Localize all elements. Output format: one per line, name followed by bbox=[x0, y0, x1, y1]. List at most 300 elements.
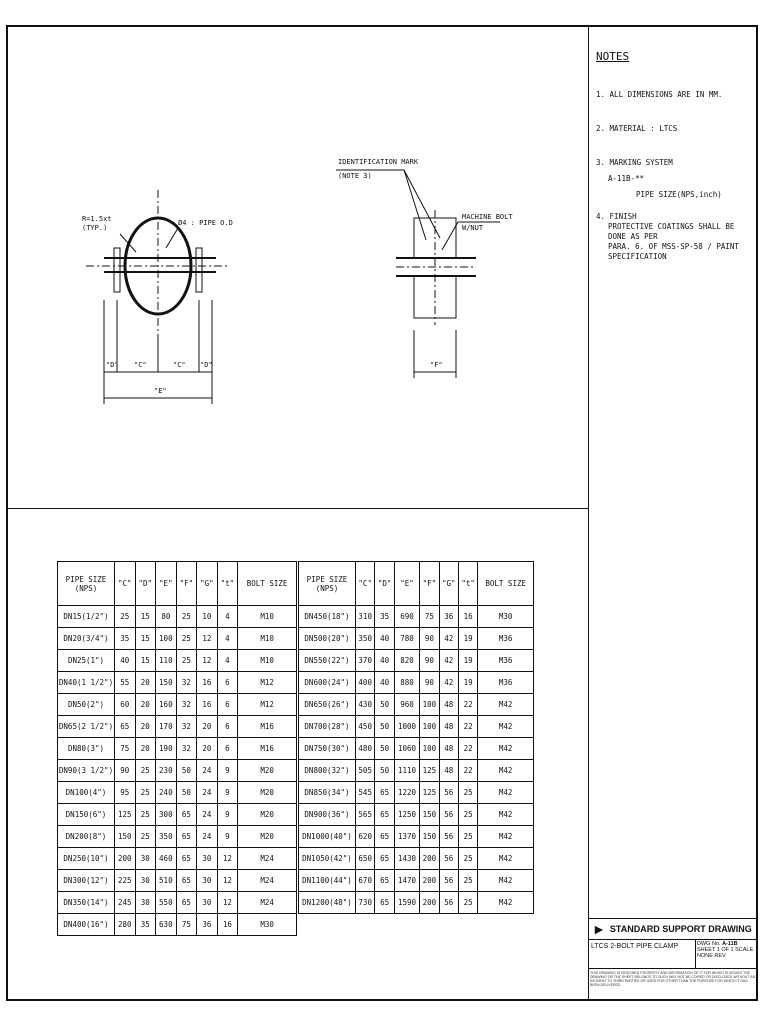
table-cell: 10 bbox=[197, 606, 218, 628]
table-cell: M42 bbox=[478, 804, 534, 826]
table-cell: 65 bbox=[115, 716, 136, 738]
table-cell: 400 bbox=[356, 672, 375, 694]
table-cell: 6 bbox=[217, 694, 238, 716]
table-cell: 90 bbox=[420, 650, 439, 672]
table-row bbox=[58, 914, 297, 936]
table-cell: M36 bbox=[478, 650, 534, 672]
table-cell: 1250 bbox=[394, 804, 419, 826]
dim-e: "E" bbox=[154, 387, 167, 395]
title-block-title: STANDARD SUPPORT DRAWING bbox=[609, 924, 752, 934]
table-cell: 25 bbox=[135, 804, 156, 826]
table-cell: 60 bbox=[115, 694, 136, 716]
table-cell: M42 bbox=[478, 848, 534, 870]
table-cell: 25 bbox=[135, 826, 156, 848]
table-cell: 90 bbox=[115, 760, 136, 782]
table-cell: 25 bbox=[135, 760, 156, 782]
table-cell: DN40(1 1/2") bbox=[58, 672, 115, 694]
title-block bbox=[588, 918, 758, 1002]
table-cell: DN600(24") bbox=[299, 672, 356, 694]
table-cell: 35 bbox=[115, 628, 136, 650]
clamp-drawing bbox=[0, 0, 768, 510]
table-cell: 25 bbox=[458, 826, 477, 848]
table-row bbox=[58, 694, 297, 716]
table-cell: 35 bbox=[135, 914, 156, 936]
table-row bbox=[299, 804, 534, 826]
table-cell: 48 bbox=[439, 760, 458, 782]
table-cell: 90 bbox=[420, 628, 439, 650]
table-cell: 20 bbox=[135, 672, 156, 694]
left-header: PIPE SIZE (NPS) bbox=[58, 562, 115, 606]
table-cell: 55 bbox=[115, 672, 136, 694]
table-cell: M20 bbox=[238, 826, 297, 848]
table-cell: 16 bbox=[458, 606, 477, 628]
table-cell: DN400(16") bbox=[58, 914, 115, 936]
table-cell: 65 bbox=[176, 848, 197, 870]
table-cell: M10 bbox=[238, 650, 297, 672]
table-cell: 430 bbox=[356, 694, 375, 716]
note3-ref: (NOTE 3) bbox=[338, 172, 372, 180]
table-cell: 160 bbox=[156, 694, 177, 716]
table-cell: M42 bbox=[478, 892, 534, 914]
table-row bbox=[299, 760, 534, 782]
table-cell: 19 bbox=[458, 672, 477, 694]
table-cell: 25 bbox=[176, 606, 197, 628]
table-cell: 50 bbox=[375, 738, 394, 760]
table-cell: DN450(18") bbox=[299, 606, 356, 628]
table-cell: DN700(28") bbox=[299, 716, 356, 738]
table-row bbox=[58, 738, 297, 760]
table-cell: 42 bbox=[439, 628, 458, 650]
table-cell: M36 bbox=[478, 628, 534, 650]
table-cell: 630 bbox=[156, 914, 177, 936]
table-cell: 1220 bbox=[394, 782, 419, 804]
table-cell: 25 bbox=[458, 782, 477, 804]
table-cell: 565 bbox=[356, 804, 375, 826]
table-cell: 960 bbox=[394, 694, 419, 716]
dim-d-right: "D" bbox=[200, 361, 213, 369]
table-cell: DN300(12") bbox=[58, 870, 115, 892]
right-header: "t" bbox=[458, 562, 477, 606]
table-cell: 200 bbox=[420, 848, 439, 870]
table-cell: 650 bbox=[356, 848, 375, 870]
table-cell: 30 bbox=[197, 848, 218, 870]
table-cell: M42 bbox=[478, 782, 534, 804]
table-cell: 510 bbox=[156, 870, 177, 892]
table-cell: 12 bbox=[197, 650, 218, 672]
table-row bbox=[299, 628, 534, 650]
table-cell: DN550(22") bbox=[299, 650, 356, 672]
table-cell: DN500(20") bbox=[299, 628, 356, 650]
table-cell: 30 bbox=[135, 870, 156, 892]
table-cell: 9 bbox=[217, 782, 238, 804]
table-row bbox=[299, 672, 534, 694]
table-cell: 32 bbox=[176, 738, 197, 760]
right-header: BOLT SIZE bbox=[478, 562, 534, 606]
dim-f: "F" bbox=[430, 361, 443, 369]
left-header: "E" bbox=[156, 562, 177, 606]
table-cell: DN750(30") bbox=[299, 738, 356, 760]
table-cell: 1110 bbox=[394, 760, 419, 782]
table-cell: 670 bbox=[356, 870, 375, 892]
table-cell: 50 bbox=[375, 760, 394, 782]
table-cell: 15 bbox=[135, 650, 156, 672]
table-cell: 780 bbox=[394, 628, 419, 650]
table-cell: 25 bbox=[458, 804, 477, 826]
table-cell: 30 bbox=[135, 848, 156, 870]
table-cell: M10 bbox=[238, 628, 297, 650]
table-cell: 230 bbox=[156, 760, 177, 782]
table-row bbox=[299, 716, 534, 738]
table-cell: 65 bbox=[176, 870, 197, 892]
table-cell: 36 bbox=[197, 914, 218, 936]
table-cell: 1060 bbox=[394, 738, 419, 760]
table-cell: DN1100(44") bbox=[299, 870, 356, 892]
table-cell: 20 bbox=[135, 738, 156, 760]
note-4-text2: PARA. 6. OF MSS-SP-58 / PAINT SPECIFICATION bbox=[608, 242, 739, 261]
table-cell: 90 bbox=[420, 672, 439, 694]
table-cell: 25 bbox=[176, 628, 197, 650]
table-cell: M20 bbox=[238, 804, 297, 826]
dim-c-right: "C" bbox=[173, 361, 186, 369]
table-row bbox=[58, 804, 297, 826]
table-cell: 15 bbox=[135, 628, 156, 650]
sheet-label: SHEET bbox=[697, 947, 716, 953]
note-2: 2. MATERIAL : LTCS bbox=[596, 124, 678, 133]
table-cell: 690 bbox=[394, 606, 419, 628]
table-cell: 225 bbox=[115, 870, 136, 892]
table-cell: 48 bbox=[439, 738, 458, 760]
table-cell: 16 bbox=[217, 914, 238, 936]
table-cell: 1470 bbox=[394, 870, 419, 892]
table-cell: 100 bbox=[420, 738, 439, 760]
table-cell: DN50(2") bbox=[58, 694, 115, 716]
table-cell: 40 bbox=[115, 650, 136, 672]
table-cell: 6 bbox=[217, 738, 238, 760]
table-cell: M24 bbox=[238, 848, 297, 870]
table-cell: 100 bbox=[420, 716, 439, 738]
table-cell: DN15(1/2") bbox=[58, 606, 115, 628]
table-cell: 50 bbox=[375, 694, 394, 716]
table-cell: M24 bbox=[238, 870, 297, 892]
table-cell: 24 bbox=[197, 826, 218, 848]
table-cell: 56 bbox=[439, 848, 458, 870]
table-cell: 19 bbox=[458, 628, 477, 650]
table-row bbox=[299, 782, 534, 804]
table-cell: DN100(4") bbox=[58, 782, 115, 804]
table-cell: 16 bbox=[197, 694, 218, 716]
table-cell: DN850(34") bbox=[299, 782, 356, 804]
table-cell: 20 bbox=[197, 716, 218, 738]
table-cell: DN200(8") bbox=[58, 826, 115, 848]
table-cell: 48 bbox=[439, 716, 458, 738]
left-header: "D" bbox=[135, 562, 156, 606]
table-cell: 95 bbox=[115, 782, 136, 804]
radius-label: R=1.5xt bbox=[82, 215, 112, 223]
table-cell: DN25(1") bbox=[58, 650, 115, 672]
table-cell: 48 bbox=[439, 694, 458, 716]
table-cell: 1370 bbox=[394, 826, 419, 848]
table-cell: 32 bbox=[176, 694, 197, 716]
rev-label: REV bbox=[714, 953, 726, 959]
table-cell: 25 bbox=[176, 650, 197, 672]
table-row bbox=[299, 606, 534, 628]
table-cell: 730 bbox=[356, 892, 375, 914]
table-row bbox=[299, 892, 534, 914]
table-cell: DN1050(42") bbox=[299, 848, 356, 870]
table-row bbox=[58, 672, 297, 694]
title-row bbox=[588, 919, 758, 940]
table-cell: 820 bbox=[394, 650, 419, 672]
table-cell: M42 bbox=[478, 870, 534, 892]
table-cell: 65 bbox=[375, 848, 394, 870]
table-cell: 65 bbox=[375, 782, 394, 804]
table-cell: 12 bbox=[217, 892, 238, 914]
table-cell: 545 bbox=[356, 782, 375, 804]
title-info-row bbox=[588, 940, 758, 969]
ident-mark-label: IDENTIFICATION MARK bbox=[338, 158, 419, 166]
table-row bbox=[299, 826, 534, 848]
table-row bbox=[58, 782, 297, 804]
table-cell: 19 bbox=[458, 650, 477, 672]
table-cell: 125 bbox=[420, 782, 439, 804]
table-row bbox=[58, 760, 297, 782]
left-header: "G" bbox=[197, 562, 218, 606]
table-cell: 75 bbox=[420, 606, 439, 628]
table-cell: 190 bbox=[156, 738, 177, 760]
table-cell: 20 bbox=[197, 738, 218, 760]
table-cell: 9 bbox=[217, 804, 238, 826]
table-cell: 4 bbox=[217, 606, 238, 628]
table-cell: M16 bbox=[238, 716, 297, 738]
table-cell: 22 bbox=[458, 716, 477, 738]
table-row bbox=[58, 826, 297, 848]
table-cell: 4 bbox=[217, 650, 238, 672]
dwg-no: A-11B bbox=[722, 941, 738, 947]
table-cell: M20 bbox=[238, 760, 297, 782]
table-cell: 150 bbox=[420, 826, 439, 848]
machine-bolt-label: MACHINE BOLT bbox=[462, 213, 513, 221]
table-cell: 200 bbox=[115, 848, 136, 870]
table-cell: 65 bbox=[176, 804, 197, 826]
wnut-label: W/NUT bbox=[462, 224, 484, 232]
table-cell: 12 bbox=[217, 848, 238, 870]
table-cell: 25 bbox=[135, 782, 156, 804]
table-cell: 20 bbox=[135, 716, 156, 738]
table-cell: 25 bbox=[115, 606, 136, 628]
table-cell: 32 bbox=[176, 716, 197, 738]
table-cell: 22 bbox=[458, 738, 477, 760]
table-cell: 65 bbox=[375, 892, 394, 914]
table-cell: 24 bbox=[197, 760, 218, 782]
table-cell: DN65(2 1/2") bbox=[58, 716, 115, 738]
table-row bbox=[58, 716, 297, 738]
left-header: "C" bbox=[115, 562, 136, 606]
table-cell: 450 bbox=[356, 716, 375, 738]
table-row bbox=[58, 870, 297, 892]
table-cell: M12 bbox=[238, 694, 297, 716]
note-3-title: 3. MARKING SYSTEM bbox=[596, 158, 673, 167]
table-cell: M16 bbox=[238, 738, 297, 760]
table-cell: DN350(14") bbox=[58, 892, 115, 914]
table-cell: 50 bbox=[176, 782, 197, 804]
right-header: PIPE SIZE (NPS) bbox=[299, 562, 356, 606]
dim-d-left: "D" bbox=[106, 361, 119, 369]
table-row bbox=[299, 870, 534, 892]
table-row bbox=[58, 848, 297, 870]
table-cell: M42 bbox=[478, 694, 534, 716]
table-cell: 1000 bbox=[394, 716, 419, 738]
note-4-title: 4. FINISH bbox=[596, 212, 637, 221]
note-3-pipe: PIPE SIZE(NPS,inch) bbox=[636, 190, 722, 199]
table-cell: M10 bbox=[238, 606, 297, 628]
dwg-no-label: DWG No. bbox=[697, 941, 721, 947]
table-cell: 350 bbox=[156, 826, 177, 848]
table-cell: 56 bbox=[439, 782, 458, 804]
table-cell: 480 bbox=[356, 738, 375, 760]
table-cell: 300 bbox=[156, 804, 177, 826]
table-cell: 22 bbox=[458, 694, 477, 716]
table-cell: 56 bbox=[439, 804, 458, 826]
table-cell: DN250(10") bbox=[58, 848, 115, 870]
table-cell: 620 bbox=[356, 826, 375, 848]
table-cell: 310 bbox=[356, 606, 375, 628]
scale-value: NONE bbox=[697, 953, 713, 959]
table-cell: 4 bbox=[217, 628, 238, 650]
table-cell: M42 bbox=[478, 760, 534, 782]
table-cell: 50 bbox=[176, 760, 197, 782]
table-cell: 56 bbox=[439, 892, 458, 914]
table-cell: DN90(3 1/2") bbox=[58, 760, 115, 782]
table-cell: DN20(3/4") bbox=[58, 628, 115, 650]
table-cell: 42 bbox=[439, 672, 458, 694]
table-row bbox=[58, 650, 297, 672]
right-header: "D" bbox=[375, 562, 394, 606]
table-cell: M36 bbox=[478, 672, 534, 694]
notes-title: NOTES bbox=[596, 50, 630, 63]
table-row bbox=[58, 606, 297, 628]
table-cell: 125 bbox=[420, 760, 439, 782]
table-cell: 50 bbox=[375, 716, 394, 738]
table-cell: 350 bbox=[356, 628, 375, 650]
table-cell: 6 bbox=[217, 672, 238, 694]
table-cell: 40 bbox=[375, 650, 394, 672]
dimension-table-left bbox=[57, 561, 297, 936]
table-cell: 20 bbox=[135, 694, 156, 716]
dimension-table-right bbox=[298, 561, 534, 914]
table-row bbox=[58, 628, 297, 650]
table-cell: DN800(32") bbox=[299, 760, 356, 782]
scale-label: SCALE bbox=[735, 947, 754, 953]
typ-label: (TYP.) bbox=[82, 224, 108, 232]
table-cell: 6 bbox=[217, 716, 238, 738]
table-cell: 22 bbox=[458, 760, 477, 782]
table-cell: 16 bbox=[197, 672, 218, 694]
table-cell: 12 bbox=[197, 628, 218, 650]
table-cell: 150 bbox=[156, 672, 177, 694]
right-header: "F" bbox=[420, 562, 439, 606]
right-header: "C" bbox=[356, 562, 375, 606]
table-cell: DN1000(40") bbox=[299, 826, 356, 848]
table-cell: DN650(26") bbox=[299, 694, 356, 716]
disclaimer: THIS DRAWING IS DESIGNED PROPERTY AND INFORMATION OF IT FOR WHICH IS ISSUED THE DRAWING OR THE SHEET BELONGS TO SUCH WAY NOT BE COPIED OR DISCLOSED WITHOUT AN INCIDENT TO THIRD PARTIES OR USED FOR OTHER THAN THE PURPOSE FOR WHICH IT HAS BEEN DELIVERED. bbox=[590, 971, 756, 987]
table-cell: 25 bbox=[458, 892, 477, 914]
table-cell: 240 bbox=[156, 782, 177, 804]
table-cell: M42 bbox=[478, 716, 534, 738]
table-cell: M42 bbox=[478, 738, 534, 760]
table-cell: 30 bbox=[135, 892, 156, 914]
dim-c-left: "C" bbox=[134, 361, 147, 369]
table-cell: 150 bbox=[115, 826, 136, 848]
table-row bbox=[299, 848, 534, 870]
table-row bbox=[299, 650, 534, 672]
table-row bbox=[58, 892, 297, 914]
table-cell: 65 bbox=[375, 826, 394, 848]
table-cell: 280 bbox=[115, 914, 136, 936]
table-cell: 30 bbox=[197, 870, 218, 892]
left-header: "F" bbox=[176, 562, 197, 606]
table-cell: 56 bbox=[439, 870, 458, 892]
right-header: "G" bbox=[439, 562, 458, 606]
table-cell: DN1200(48") bbox=[299, 892, 356, 914]
table-cell: 110 bbox=[156, 650, 177, 672]
table-cell: 150 bbox=[420, 804, 439, 826]
table-cell: 15 bbox=[135, 606, 156, 628]
table-cell: M30 bbox=[478, 606, 534, 628]
left-header: BOLT SIZE bbox=[238, 562, 297, 606]
table-cell: 40 bbox=[375, 628, 394, 650]
table-cell: DN80(3") bbox=[58, 738, 115, 760]
table-cell: M30 bbox=[238, 914, 297, 936]
table-cell: 550 bbox=[156, 892, 177, 914]
right-header: "E" bbox=[394, 562, 419, 606]
table-cell: 25 bbox=[458, 848, 477, 870]
table-cell: 30 bbox=[197, 892, 218, 914]
table-cell: M20 bbox=[238, 782, 297, 804]
note-4-text1: PROTECTIVE COATINGS SHALL BE DONE AS PER bbox=[608, 222, 735, 241]
table-cell: 75 bbox=[176, 914, 197, 936]
table-cell: 65 bbox=[375, 804, 394, 826]
table-cell: DN150(6") bbox=[58, 804, 115, 826]
table-row bbox=[299, 738, 534, 760]
table-cell: 170 bbox=[156, 716, 177, 738]
table-cell: 245 bbox=[115, 892, 136, 914]
table-cell: 370 bbox=[356, 650, 375, 672]
table-cell: 1430 bbox=[394, 848, 419, 870]
table-cell: 56 bbox=[439, 826, 458, 848]
table-cell: 200 bbox=[420, 892, 439, 914]
table-cell: 80 bbox=[156, 606, 177, 628]
table-cell: 125 bbox=[115, 804, 136, 826]
table-cell: 24 bbox=[197, 782, 218, 804]
table-cell: 75 bbox=[115, 738, 136, 760]
table-cell: 65 bbox=[176, 826, 197, 848]
note-1: 1. ALL DIMENSIONS ARE IN MM. bbox=[596, 90, 723, 99]
item-title: LTCS 2-BOLT PIPE CLAMP bbox=[591, 943, 679, 950]
table-cell: 460 bbox=[156, 848, 177, 870]
table-cell: M24 bbox=[238, 892, 297, 914]
table-cell: 35 bbox=[375, 606, 394, 628]
table-cell: 65 bbox=[375, 870, 394, 892]
note-3-code: A-11B-** bbox=[608, 174, 645, 183]
pipe-od-label: Ø4 : PIPE O.D bbox=[178, 219, 233, 227]
sheet-value: 1 OF 1 bbox=[716, 947, 734, 953]
table-cell: 100 bbox=[156, 628, 177, 650]
table-cell: M42 bbox=[478, 826, 534, 848]
table-cell: 32 bbox=[176, 672, 197, 694]
table-cell: DN900(36") bbox=[299, 804, 356, 826]
table-cell: 200 bbox=[420, 870, 439, 892]
table-cell: 36 bbox=[439, 606, 458, 628]
